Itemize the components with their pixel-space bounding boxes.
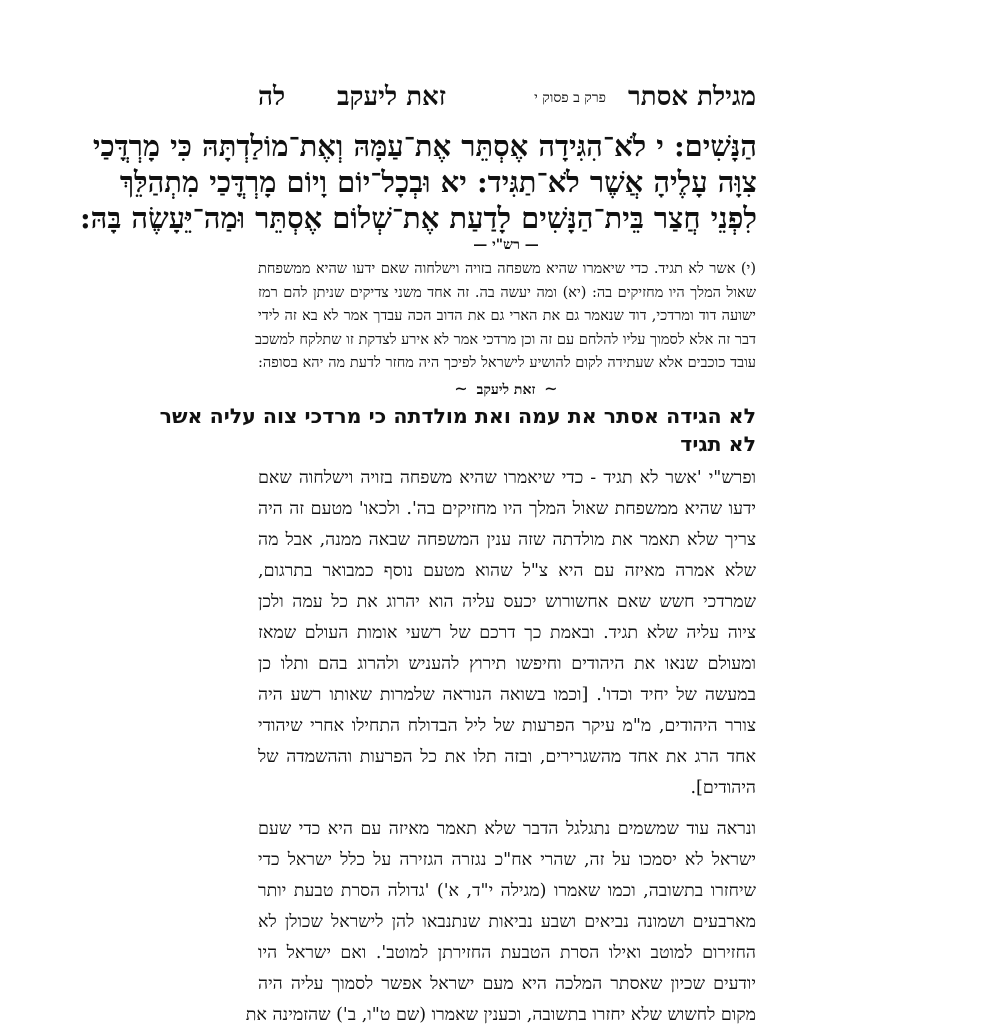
body-line: ידעו שהיא ממשפחת שאול המלך היו מחזיקים בה'. ולכאו' מטעם זה היה [258,499,756,519]
rashi-line: (י) אשר לא תגיד. כדי שיאמרו שהיא משפחה בזויה וישלחוה שאם ידעו שהיא ממשפחת [258,261,756,277]
body-line: שלא אמרה מאיזה עם היא צ"ל שהוא מטעם נוסף כמבואר בתרגום, [258,561,756,581]
rashi-line: עובד כוכבים אלא שעתידה לקום להושיע לישראל לפיכך היה מחזר לדעת מה יהא בסופה: [258,355,756,371]
body-line: ומעולם שנאו את היהודים וחיפשו תירוץ להעניש ולהרוג בהם ותלו כן [258,654,756,674]
page-header [258,82,756,118]
book-title: מגילת אסתר [628,82,756,112]
body-line: צורר היהודים, מ"מ עיקר הפרעות של ליל הבדולח התחילו אחרי שיהודי [258,716,756,736]
section-divider [255,379,757,399]
body-line: שיחזרו בתשובה, וכמו שאמרו (מגילה י"ד, א') 'גדולה הסרת טבעת יותר [258,881,756,901]
rashi-line: שאול המלך היו מחזיקים בה: (יא) ומה יעשה בה. זה אחד משני צדיקים שניתן להם רמז [258,284,756,301]
section-title-line: לא תגיד [680,432,756,456]
page-number: לה [258,82,286,112]
chapter-verse-ref: פרק ב פסוק י [534,90,606,106]
verse-line: צִוָּה עָלֶיהָ אֲשֶׁר לֹא־תַגִּיד: יא וּבְכָל־יוֹם וָיוֹם מָרְדֳּכַי מִתְהַלֵּךְ [119,165,757,199]
body-line: ישראל לא יסמכו על זה, שהרי אח"כ נגזרה הגזירה על כלל ישראל כדי [258,850,756,870]
body-line: ציוה עליה שלא תגיד. ובאמת כך דרכם של רשעי אומות העולם שמאז [258,623,756,643]
rashi-line: דבר זה אלא לסמוך עליו להלחם עם זה וכן מרדכי אמר לא אירע לצדקת זו שתלקח למשכב [254,331,756,348]
rashi-heading: — רש"י — [473,237,539,253]
body-line: מארבעים ושמונה נביאים ושבע נביאות שנתנבאו להן לישראל שכולן לא [258,912,756,932]
body-line: יודעים שכיון שאסתר המלכה היא מעם ישראל אפשר לסמוך עליה היה [258,974,756,994]
work-title: זאת ליעקב [337,82,446,112]
body-line: שמרדכי חשש שאם אחשורוש יכעס עליה הוא יהרוג את כל עמה ולכן [258,592,756,612]
body-line: אחד הרג את אחד מהשגרירים, ובזה תלו את כל הפרעות וההשמדה של [258,747,756,767]
body-line: צריך שלא תאמר את מולדתה שזה ענין המשפחה שבאה ממנה, אבל מה [258,530,756,550]
body-line: ופרש"י 'אשר לא תגיד - כדי שיאמרו שהיא משפחה בזויה וישלחוה שאם [258,468,756,488]
verse-line: לִפְנֵי חֲצַר בֵּית־הַנָּשִׁים לָדַעַת אֶת־שְׁלוֹם אֶסְתֵּר וּמַה־יֵּעָשֶׂה בָּהּ: [79,201,757,235]
flourish-icon: ∽ [454,379,468,398]
section-title [159,402,756,458]
divider-label: זאת ליעקב [476,382,536,398]
verse-text [79,128,757,236]
body-line: מקום לחשוש שלא יחזרו בתשובה, וכענין שאמרו (שם ט"ו, ב') שהזמינה את [245,1005,756,1025]
rashi-commentary [254,258,756,376]
rashi-line: ישועה דוד ומרדכי, דוד שנאמר גם את הארי גם את הדוב הכה עבדך אמר לא בא זה לידי [258,308,756,324]
body-line: היהודים]. [690,778,756,798]
section-title-line: לא הגידה אסתר את עמה ואת מולדתה כי מרדכי צוה עליה אשר [159,404,756,428]
body-line: החזירום למוטב ואילו הסרת הטבעת החזירתן למוטב'. ואם ישראל היו [258,943,756,963]
paragraph-gap [258,804,756,814]
commentary-body [245,463,756,1031]
verse-line: הַנָּשִׁים: י לֹא־הִגִּידָה אֶסְתֵּר אֶת־עַמָּהּ וְאֶת־מוֹלַדְתָּהּ כִּי מָרְדֳּכַי [92,129,757,163]
body-line: ונראה עוד שמשמים נתגלגל הדבר שלא תאמר מאיזה עם היא כדי שעם [258,819,756,839]
flourish-icon: ∽ [544,379,558,398]
body-line: במעשה של יחיד וכדו'. [וכמו בשואה הנוראה שלמרות שאותו רשע היה [258,685,756,705]
